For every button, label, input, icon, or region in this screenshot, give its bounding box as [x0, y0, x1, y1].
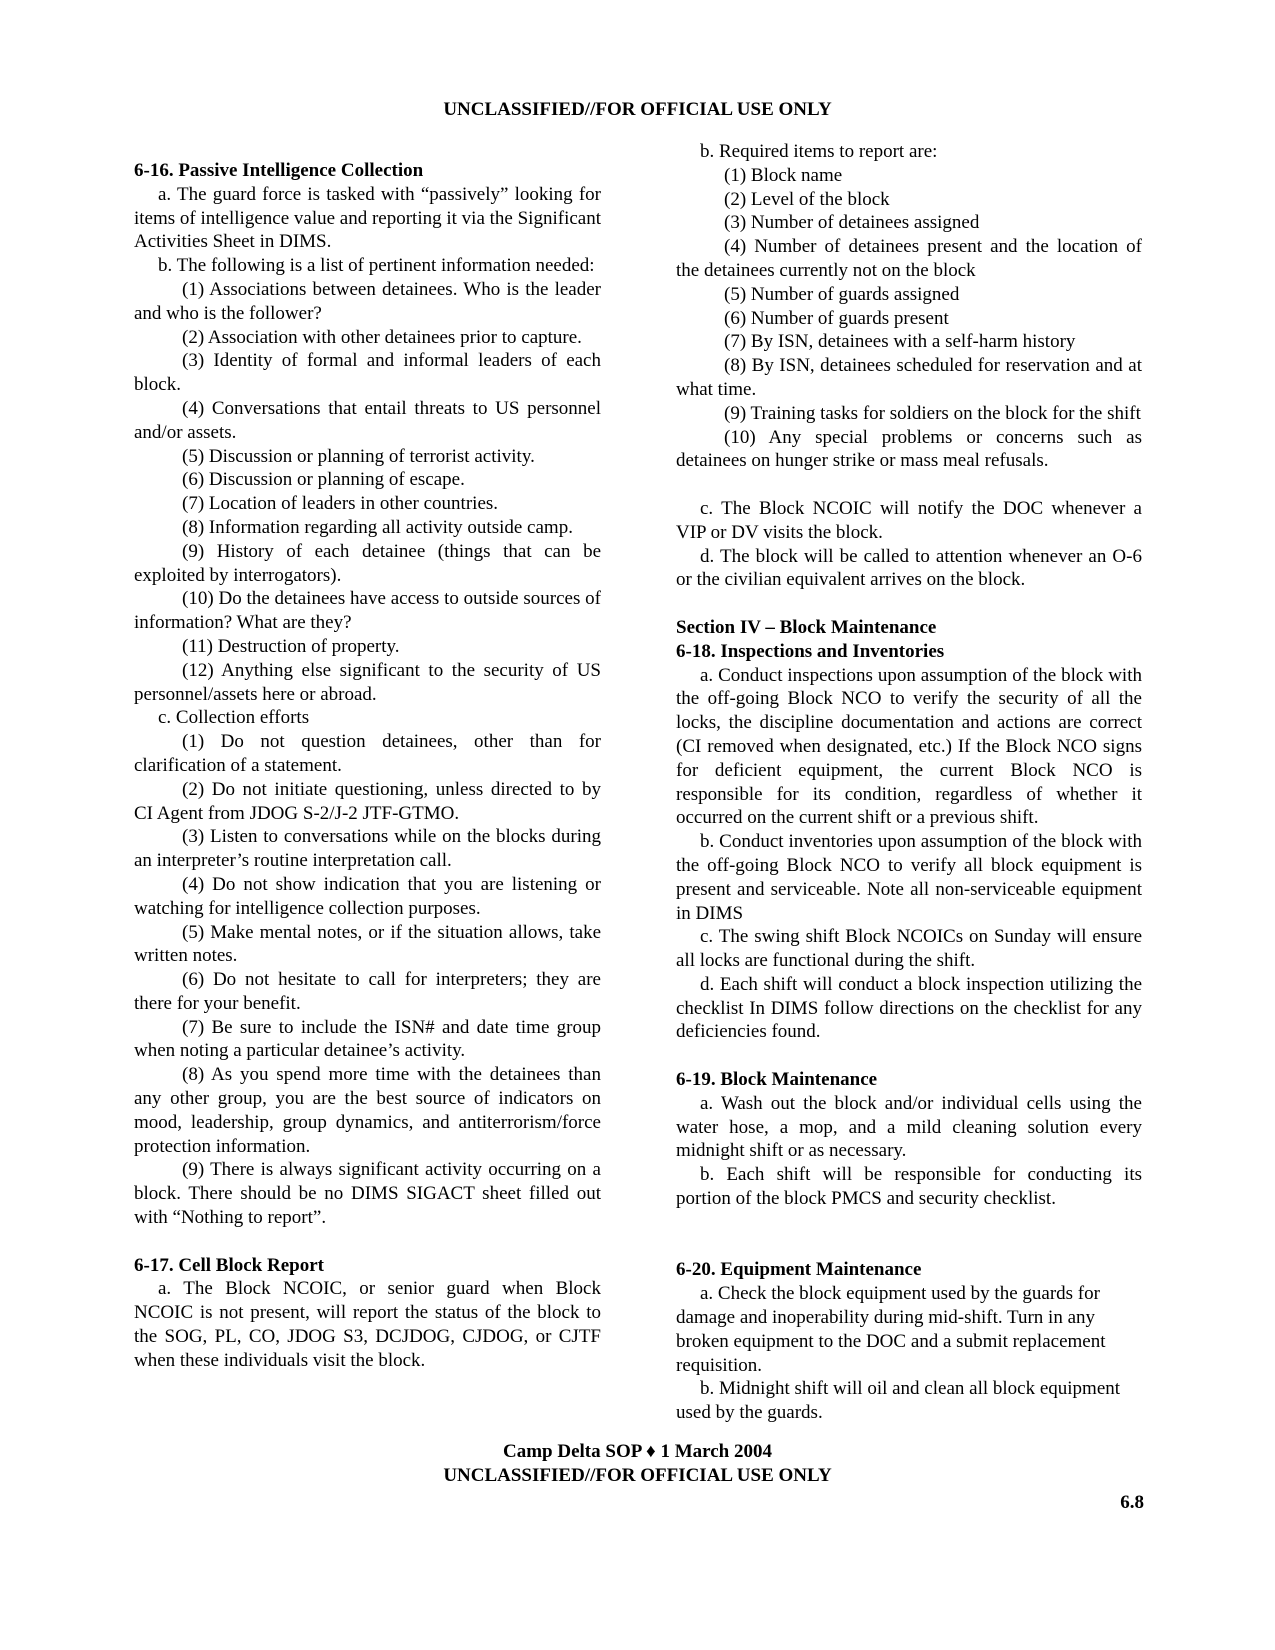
paragraph-6-17-c: c. The Block NCOIC will notify the DOC whenever a VIP or DV visits the block.: [676, 497, 1142, 543]
section-6-20-title: 6-20. Equipment Maintenance: [676, 1259, 922, 1281]
list-item: (1) Associations between detainees. Who is the leader and who is the follower?: [134, 278, 601, 324]
list-item: (4) Number of detainees present and the location of the detainees currently not on the block: [676, 236, 1142, 281]
paragraph-6-19-a: a. Wash out the block and/or individual cells using the water hose, a mop, and a mild cleaning solution every midnight shift or as necessary.: [676, 1092, 1142, 1162]
list-item: (9) There is always significant activity occurring on a block. There should be no DIMS SIGACT sheet filled out with “Nothing to report”.: [134, 1159, 601, 1229]
list-item: (5) Discussion or planning of terrorist activity.: [182, 445, 535, 467]
list-item: (8) By ISN, detainees scheduled for reservation and at what time.: [676, 355, 1142, 400]
paragraph-6-18-c: c. The swing shift Block NCOICs on Sunday will ensure all locks are functional during the shift.: [676, 926, 1142, 972]
page-number: 6.8: [1120, 1492, 1144, 1513]
list-item: (1) Do not question detainees, other than for clarification of a statement.: [134, 731, 601, 776]
list-item: (1) Block name: [724, 164, 843, 186]
paragraph-6-19-b: b. Each shift will be responsible for conducting its portion of the block PMCS and security checklist.: [676, 1164, 1142, 1210]
section-6-16-title: 6-16. Passive Intelligence Collection: [134, 160, 424, 181]
list-item: (9) History of each detainee (things that can be exploited by interrogators).: [134, 540, 601, 586]
list-item: (11) Destruction of property.: [182, 635, 400, 657]
footer-title: Camp Delta SOP ♦ 1 March 2004: [503, 1441, 772, 1462]
paragraph-6-16-b: b. The following is a list of pertinent information needed:: [158, 255, 595, 277]
paragraph-6-17-d: d. The block will be called to attention whenever an O-6 or the civilian equivalent arrives on the block.: [676, 545, 1142, 591]
paragraph-6-18-a: a. Conduct inspections upon assumption of the block with the off-going Block NCO to verify the security of all the locks, the discipline documentation and actions are correct (CI removed when designated, etc.) If the Block NCO signs for deficient equipment, the current Block NCO is responsible for its condition, regardless of whether it occurred on the current shift or a previous shift.: [676, 664, 1142, 829]
list-item: (2) Do not initiate questioning, unless directed to by CI Agent from JDOG S-2/J-2 JTF-GTMO.: [134, 778, 601, 824]
paragraph-6-17-a: a. The Block NCOIC, or senior guard when Block NCOIC is not present, will report the status of the block to the SOG, PL, CO, JDOG S3, DCJDOG, CJDOG, or CJTF when these individuals visit the block.: [134, 1278, 601, 1371]
section-6-17-title: 6-17. Cell Block Report: [134, 1254, 324, 1276]
list-item: (4) Do not show indication that you are listening or watching for intelligence collection purposes.: [134, 873, 601, 919]
left-column: [134, 159, 601, 1373]
list-item: (8) As you spend more time with the detainees than any other group, you are the best source of indicators on mood, leadership, group dynamics, and antiterrorism/force protection information.: [134, 1064, 601, 1157]
list-item: (3) Number of detainees assigned: [724, 212, 980, 234]
paragraph-6-20-b: b. Midnight shift will oil and clean all block equipment used by the guards.: [676, 1378, 1121, 1424]
list-item: (10) Any special problems or concerns such as detainees on hunger strike or mass meal refusals.: [676, 426, 1142, 472]
list-item: (5) Make mental notes, or if the situation allows, take written notes.: [134, 921, 601, 967]
section-6-18-title: 6-18. Inspections and Inventories: [676, 640, 945, 662]
list-item: (10) Do the detainees have access to outside sources of information? What are they?: [134, 588, 601, 634]
list-6-16-b: [134, 278, 601, 706]
paragraph-6-18-d: d. Each shift will conduct a block inspection utilizing the checklist In DIMS follow directions on the checklist for any deficiencies found.: [676, 973, 1142, 1043]
list-item: (9) Training tasks for soldiers on the block for the shift: [724, 402, 1141, 424]
paragraph-6-20-a: a. Check the block equipment used by the guards for damage and inoperability during mid-shift. Turn in any broken equipment to the DOC and a submit replacement requisition.: [676, 1283, 1106, 1376]
list-item: (12) Anything else significant to the security of US personnel/assets here or abroad.: [134, 659, 601, 705]
section-6-19-title: 6-19. Block Maintenance: [676, 1069, 878, 1091]
list-item: (6) Do not hesitate to call for interpreters; they are there for your benefit.: [134, 969, 601, 1014]
paragraph-6-17-b: b. Required items to report are:: [700, 141, 938, 162]
list-item: (7) Be sure to include the ISN# and date time group when noting a particular detainee’s activity.: [134, 1016, 601, 1062]
right-column: [676, 140, 1142, 1425]
classification-header: UNCLASSIFIED//FOR OFFICIAL USE ONLY: [443, 99, 832, 120]
classification-footer: UNCLASSIFIED//FOR OFFICIAL USE ONLY: [443, 1465, 832, 1486]
list-item: (3) Listen to conversations while on the blocks during an interpreter’s routine interpretation call.: [134, 826, 601, 872]
list-item: (7) By ISN, detainees with a self-harm history: [724, 331, 1076, 353]
paragraph-6-16-c: c. Collection efforts: [158, 707, 310, 729]
list-item: (2) Level of the block: [724, 188, 890, 210]
paragraph-6-18-b: b. Conduct inventories upon assumption of the block with the off-going Block NCO to verify all block equipment is present and serviceable. Note all non-serviceable equipment in DIMS: [676, 831, 1142, 924]
list-item: (8) Information regarding all activity outside camp.: [182, 516, 573, 538]
section-iv-title: Section IV – Block Maintenance: [676, 616, 937, 638]
paragraph-6-16-a: a. The guard force is tasked with “passively” looking for items of intelligence value and reporting it via the Significant Activities Sheet in DIMS.: [134, 183, 601, 253]
list-6-16-c: [134, 730, 601, 1230]
list-item: (4) Conversations that entail threats to US personnel and/or assets.: [134, 397, 601, 443]
list-item: (7) Location of leaders in other countries.: [182, 493, 499, 515]
list-item: (2) Association with other detainees prior to capture.: [182, 326, 582, 348]
list-item: (3) Identity of formal and informal leaders of each block.: [134, 350, 601, 396]
list-item: (6) Discussion or planning of escape.: [182, 469, 465, 491]
list-item: (6) Number of guards present: [724, 307, 949, 329]
list-item: (5) Number of guards assigned: [724, 283, 960, 305]
